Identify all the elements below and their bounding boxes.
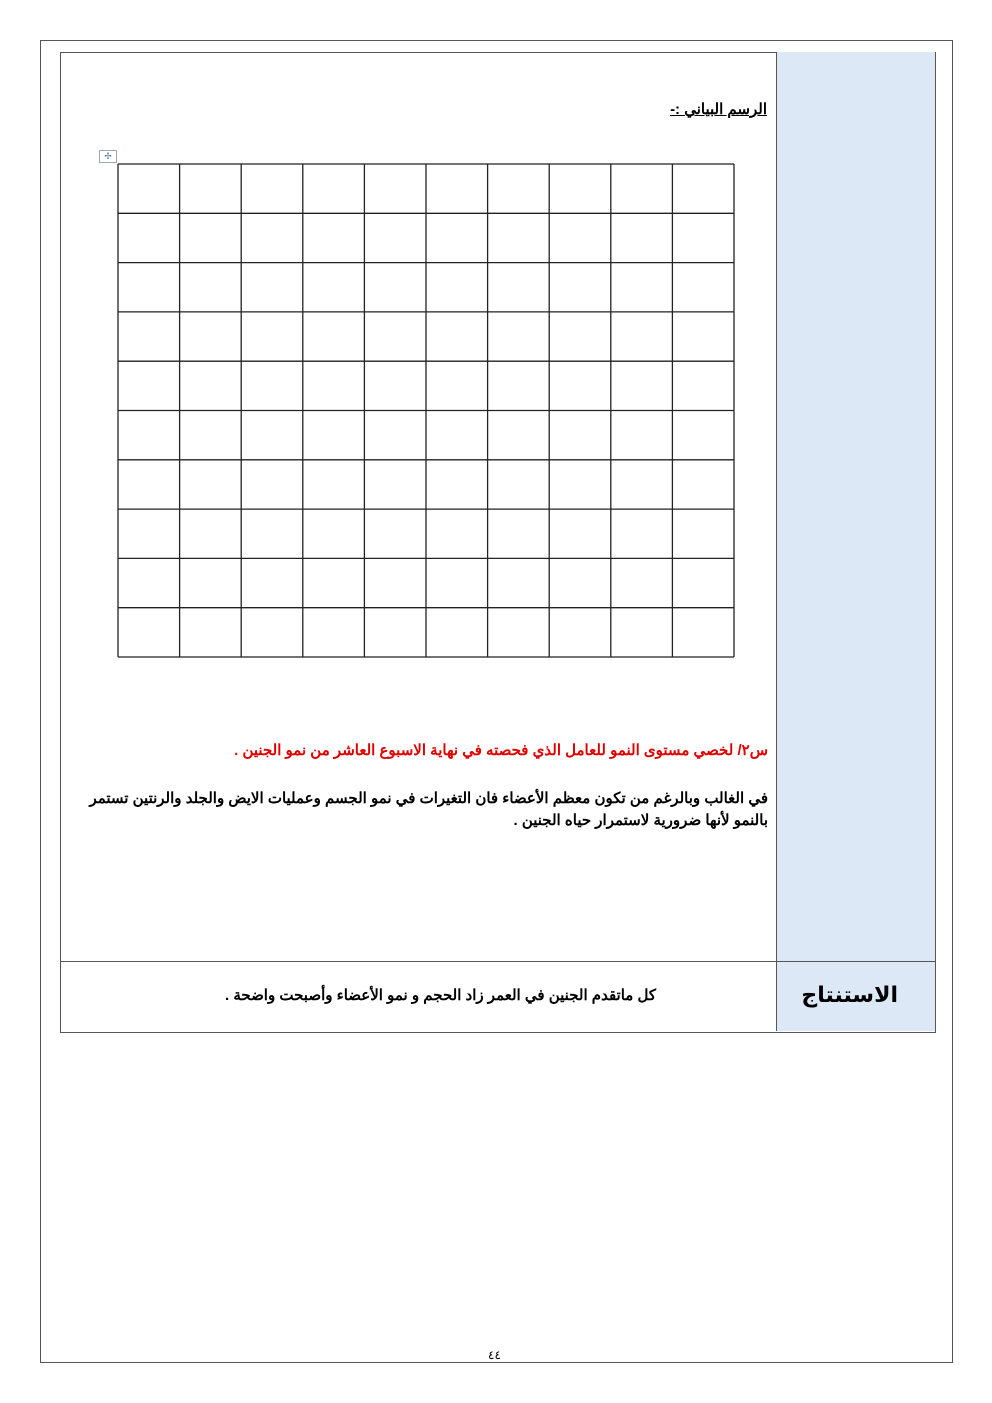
graph-grid — [117, 163, 735, 658]
answer-text: في الغالب وبالرغم من تكون معظم الأعضاء فان التغيرات في نمو الجسم وعمليات الايض والجلد والرنتين تستمر بالنمو لأنها ضرورية لاستمرار حياه الجنين . — [89, 790, 768, 829]
conclusion-text: كل ماتقدم الجنين في العمر زاد الحجم و نمو الأعضاء وأصبحت واضحة . — [225, 987, 656, 1004]
page-number: ٤٤ — [488, 1348, 501, 1362]
conclusion-label: الاستنتاج — [801, 983, 898, 1008]
graph-title: الرسم البياني :- — [670, 101, 767, 118]
question-text: س٢/ لخصي مستوى النمو للعامل الذي فحصته في نهاية الاسبوع العاشر من نمو الجنين . — [234, 742, 768, 759]
label-column — [776, 52, 935, 1031]
table-move-handle-icon[interactable]: ✢ — [99, 150, 117, 163]
row-divider — [60, 961, 935, 962]
